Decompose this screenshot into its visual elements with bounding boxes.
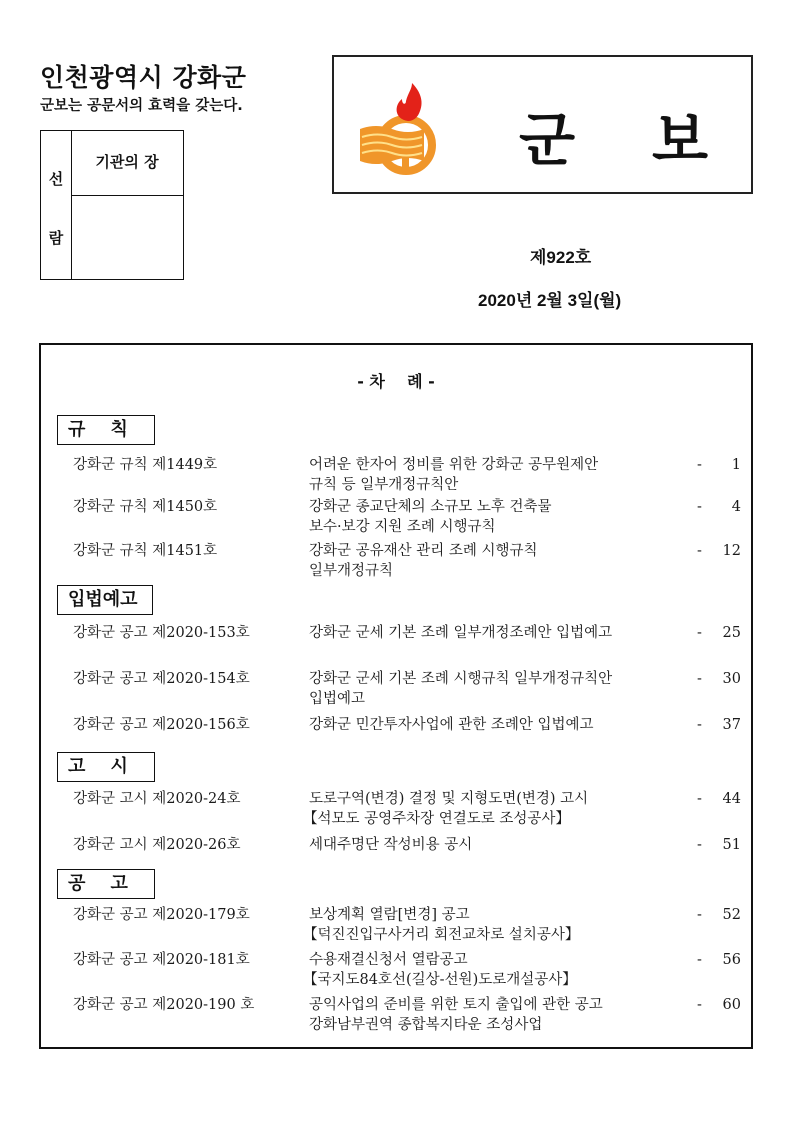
entry-page: 56 (722, 952, 741, 968)
entry-page: 44 (722, 791, 741, 807)
gangwha-emblem-icon (354, 79, 444, 179)
entry-title-line-1: 강화군 공유재산 관리 조례 시행규칙 (309, 543, 538, 559)
entry-dash: - (697, 499, 702, 515)
entry-title-line-2: 보수·보강 지원 조례 시행규칙 (309, 519, 496, 535)
entry-dash: - (697, 997, 702, 1013)
entry-title-line-1: 어려운 한자어 정비를 위한 강화군 공무원제안 (309, 457, 599, 473)
entry-title-line-1: 도로구역(변경) 결정 및 지형도면(변경) 고시 (309, 791, 589, 807)
entry-title-line-1: 강화군 민간투자사업에 관한 조례안 입법예고 (309, 717, 594, 733)
entry-code: 강화군 규칙 제1450호 (73, 499, 218, 515)
entry-code: 강화군 공고 제2020-181호 (73, 952, 250, 968)
entry-title-line-1: 강화군 군세 기본 조례 일부개정조례안 입법예고 (309, 625, 613, 641)
masthead (332, 55, 753, 194)
entry-page: 37 (722, 717, 741, 733)
review-signature-cell (71, 195, 183, 279)
section-label-announcement: 공 고 (57, 869, 155, 899)
entry-title-line-1: 보상계획 열람[변경] 공고 (309, 907, 470, 923)
masthead-title-char-1: 군 (519, 106, 576, 174)
entry-dash: - (697, 837, 702, 853)
review-box (40, 130, 184, 280)
entry-dash: - (697, 671, 702, 687)
entry-dash: - (697, 791, 702, 807)
review-header-cell (71, 131, 183, 196)
entry-title-line-1: 세대주명단 작성비용 공시 (309, 837, 473, 853)
entry-code: 강화군 공고 제2020-153호 (73, 625, 250, 641)
issue-number: 제922호 (530, 248, 592, 267)
review-box-label-column (41, 131, 72, 279)
entry-dash: - (697, 907, 702, 923)
entry-title-line-1: 공익사업의 준비를 위한 토지 출입에 관한 공고 (309, 997, 603, 1013)
organization-name: 인천광역시 강화군 (40, 63, 247, 92)
entry-page: 25 (722, 625, 741, 641)
toc-title: - 차 례 - (357, 372, 435, 391)
organization-subtitle: 군보는 공문서의 효력을 갖는다. (40, 98, 243, 114)
entry-code: 강화군 공고 제2020-154호 (73, 671, 250, 687)
entry-title-line-1: 수용재결신청서 열람공고 (309, 952, 468, 968)
entry-code: 강화군 고시 제2020-26호 (73, 837, 241, 853)
issue-date: 2020년 2월 3일(월) (478, 291, 622, 310)
entry-code: 강화군 공고 제2020-190 호 (73, 997, 255, 1013)
review-label-top: 선 (48, 170, 64, 188)
entry-page: 4 (731, 499, 741, 515)
entry-title-line-2: 【국지도84호선(길상-선원)도로개설공사】 (303, 972, 577, 988)
entry-dash: - (697, 717, 702, 733)
entry-page: 60 (722, 997, 741, 1013)
section-label-legislative-notice: 입법예고 (57, 585, 153, 615)
entry-page: 52 (722, 907, 741, 923)
entry-dash: - (697, 543, 702, 559)
entry-title-line-2: 【덕진진입구사거리 회전교차로 설치공사】 (303, 927, 580, 943)
review-header-label: 기관의 장 (95, 153, 159, 171)
entry-code: 강화군 규칙 제1449호 (73, 457, 218, 473)
entry-title-line-2: 강화남부권역 종합복지타운 조성사업 (309, 1017, 543, 1033)
entry-code: 강화군 고시 제2020-24호 (73, 791, 241, 807)
entry-title-line-2: 규칙 등 일부개정규칙안 (309, 477, 459, 493)
entry-dash: - (697, 625, 702, 641)
entry-code: 강화군 공고 제2020-179호 (73, 907, 250, 923)
review-label-bottom: 람 (48, 229, 64, 247)
entry-code: 강화군 공고 제2020-156호 (73, 717, 250, 733)
entry-title-line-1: 강화군 종교단체의 소규모 노후 건축물 (309, 499, 552, 515)
entry-page: 30 (722, 671, 741, 687)
masthead-title-char-2: 보 (652, 106, 709, 174)
entry-title-line-2: 일부개정규칙 (309, 563, 394, 579)
table-of-contents (39, 343, 753, 1049)
entry-title-line-1: 강화군 군세 기본 조례 시행규칙 일부개정규칙안 (309, 671, 613, 687)
entry-title-line-2: 입법예고 (309, 691, 366, 707)
entry-dash: - (697, 457, 702, 473)
entry-page: 12 (722, 543, 741, 559)
entry-code: 강화군 규칙 제1451호 (73, 543, 218, 559)
entry-title-line-2: 【석모도 공영주차장 연결도로 조성공사】 (303, 811, 570, 827)
entry-page: 51 (722, 837, 741, 853)
entry-page: 1 (731, 457, 741, 473)
section-label-notification: 고 시 (57, 752, 155, 782)
section-label-rules: 규 칙 (57, 415, 155, 445)
entry-dash: - (697, 952, 702, 968)
